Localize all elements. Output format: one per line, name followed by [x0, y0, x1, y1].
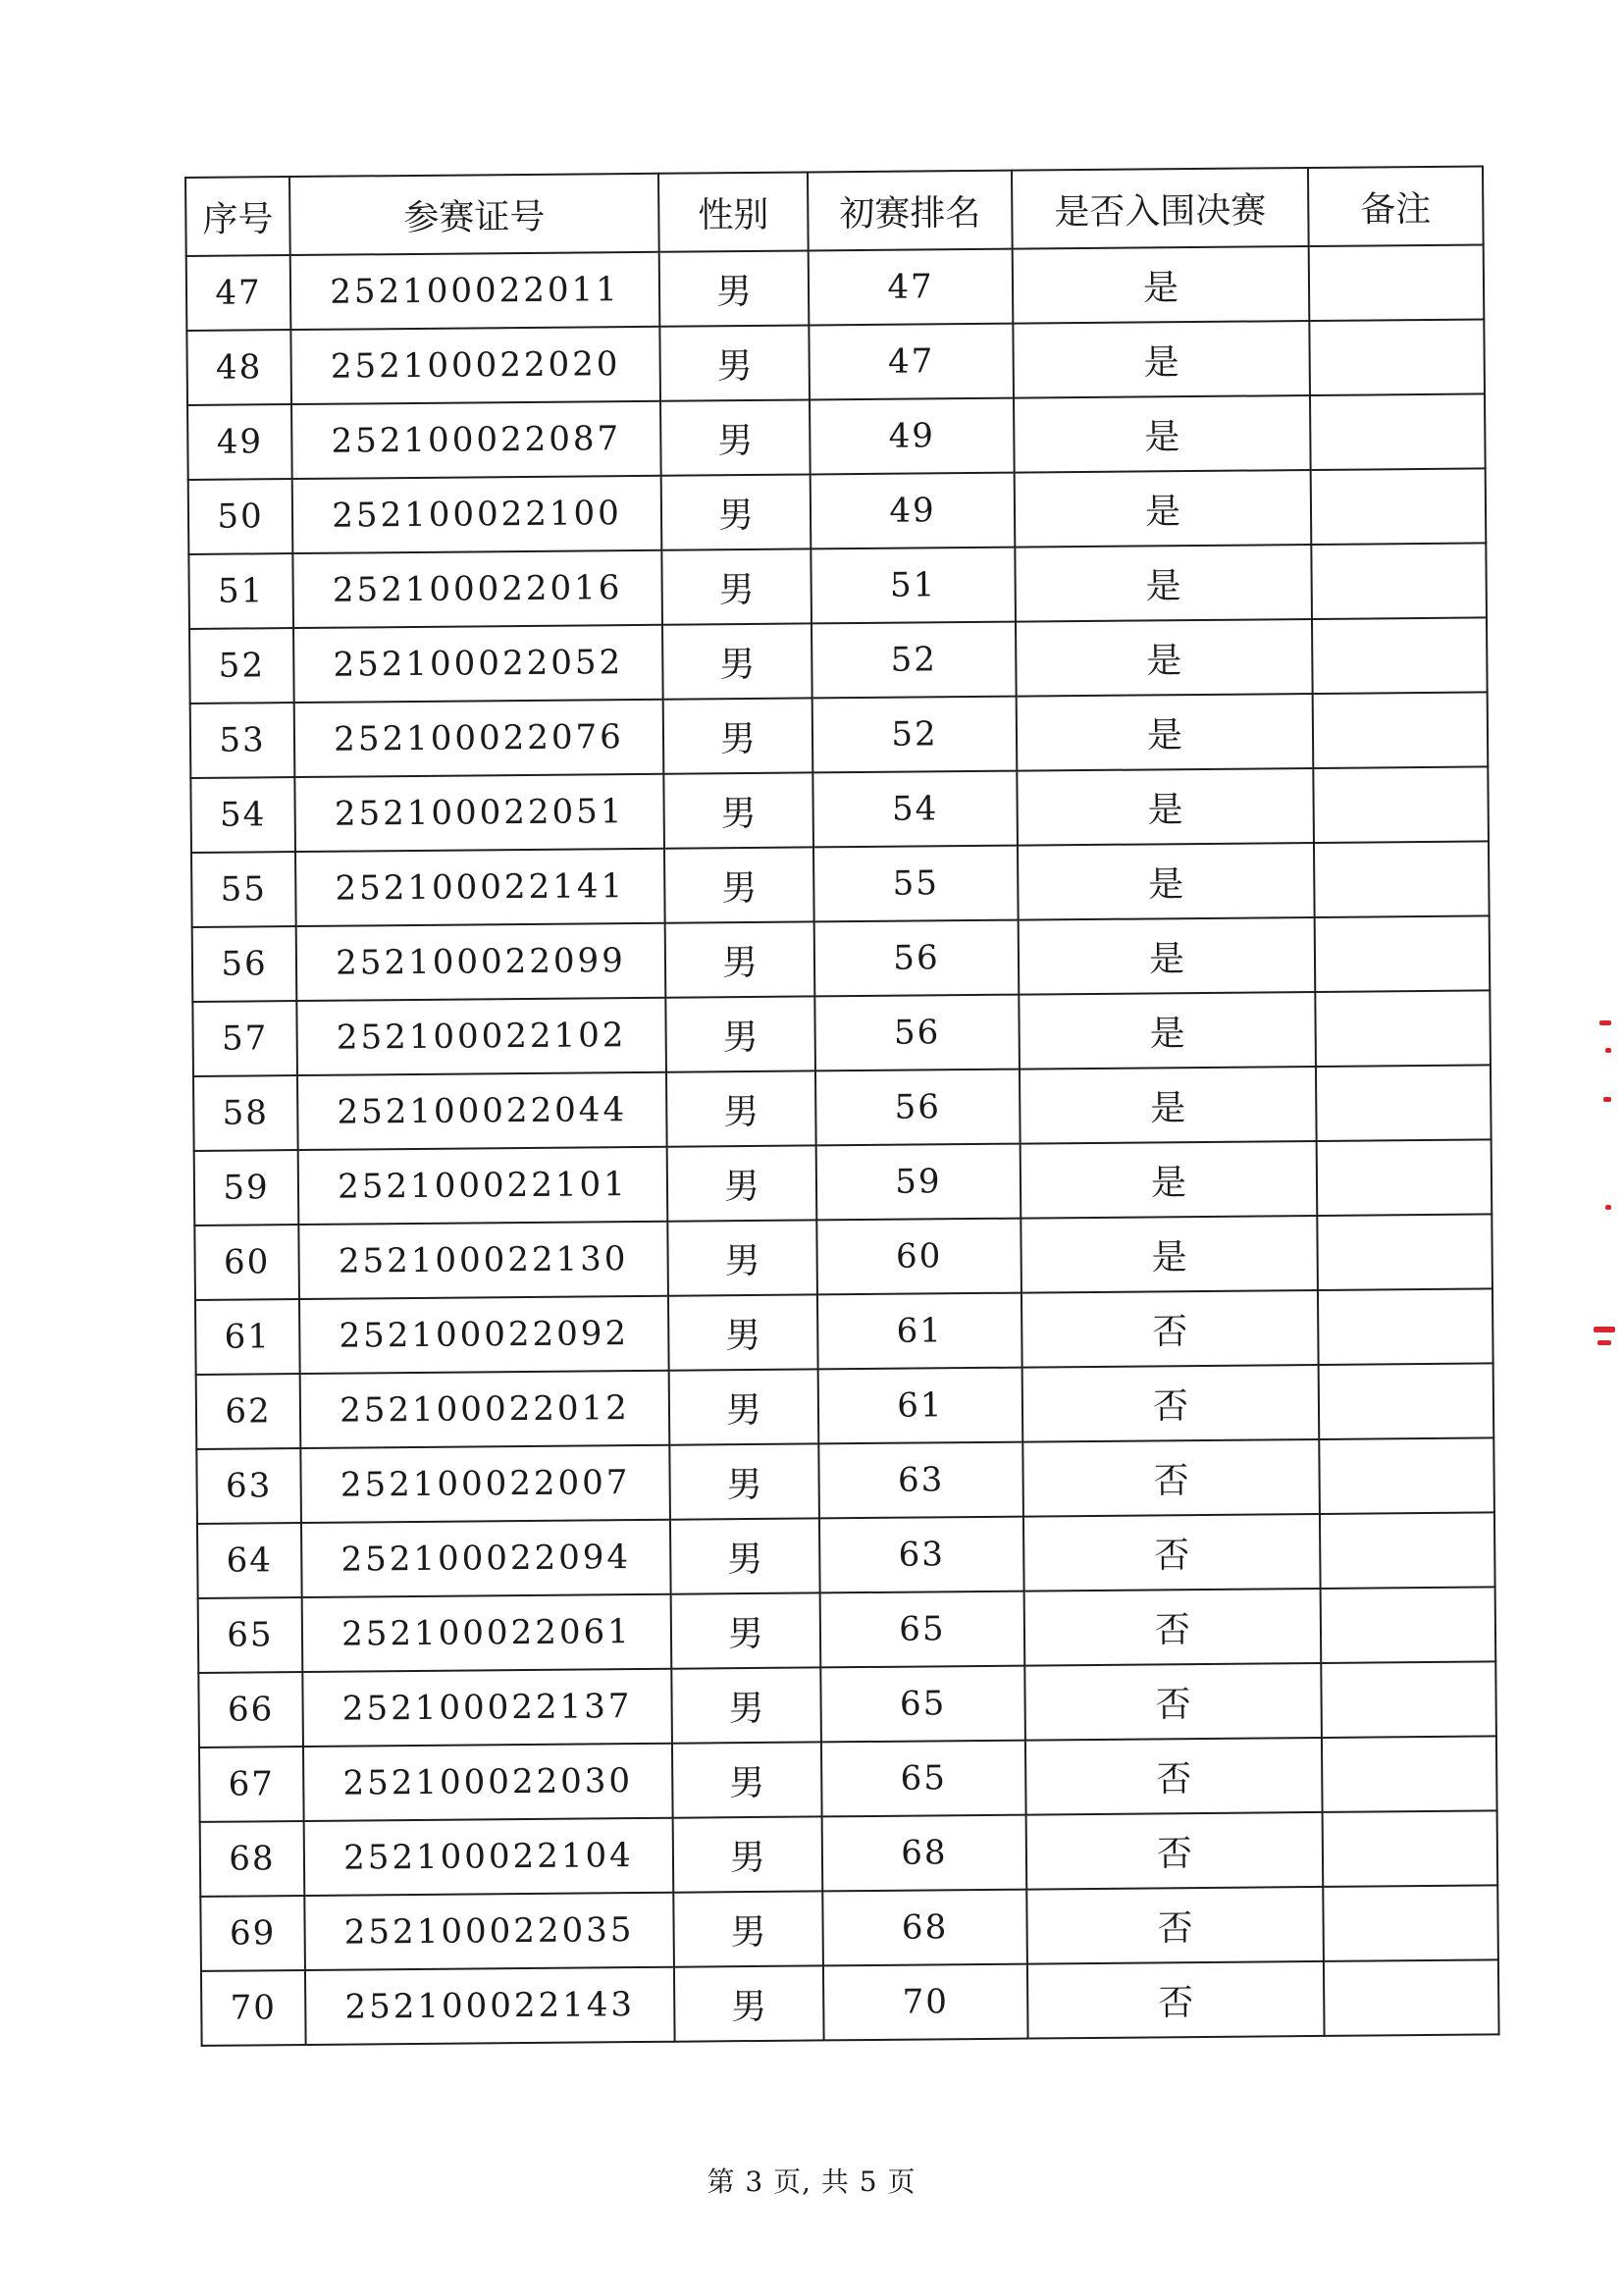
- cell-note: [1314, 841, 1490, 917]
- cell-final: 是: [1017, 694, 1314, 771]
- cell-rank: 65: [820, 1592, 1025, 1668]
- table-row: [196, 1363, 1494, 1449]
- cell-note: [1319, 1437, 1494, 1514]
- table-row: [190, 766, 1489, 853]
- cell-gender: 男: [663, 698, 813, 773]
- cell-gender: 男: [659, 325, 810, 400]
- cell-cert: 252100022011: [290, 252, 660, 330]
- cell-final: 否: [1026, 1812, 1324, 1890]
- table-row: [189, 617, 1488, 704]
- cell-rank: 61: [817, 1293, 1022, 1370]
- cell-no: 63: [196, 1448, 301, 1524]
- cell-note: [1311, 543, 1487, 619]
- page-footer: 第 3 页, 共 5 页: [707, 2166, 916, 2198]
- cell-no: 59: [194, 1150, 299, 1226]
- cell-gender: 男: [661, 474, 812, 549]
- cell-no: 58: [193, 1075, 298, 1151]
- cell-no: 64: [197, 1523, 302, 1598]
- cell-no: 47: [186, 255, 291, 331]
- table-row: [186, 244, 1485, 331]
- cell-final: 是: [1013, 321, 1310, 398]
- header-gender: 性别: [658, 172, 809, 251]
- cell-final: 否: [1021, 1290, 1319, 1368]
- cell-gender: 男: [668, 1294, 818, 1370]
- cell-final: 是: [1014, 395, 1311, 473]
- cell-no: 61: [195, 1299, 300, 1375]
- cell-cert: 252100022092: [299, 1296, 669, 1374]
- cell-final: 否: [1023, 1514, 1321, 1592]
- cell-gender: 男: [666, 1070, 816, 1146]
- cell-no: 57: [192, 1001, 297, 1076]
- cell-no: 68: [200, 1821, 305, 1897]
- cell-gender: 男: [672, 1742, 822, 1817]
- cell-rank: 63: [818, 1442, 1023, 1519]
- cell-no: 70: [201, 1970, 306, 2046]
- cell-gender: 男: [669, 1443, 819, 1519]
- table-row: [199, 1736, 1497, 1822]
- table-header-row: [185, 166, 1484, 256]
- cell-rank: 47: [809, 324, 1014, 400]
- cell-cert: 252100022100: [292, 476, 662, 553]
- cell-final: 是: [1016, 619, 1313, 697]
- cell-final: 否: [1024, 1589, 1322, 1666]
- header-final: 是否入围决赛: [1012, 168, 1309, 249]
- cell-cert: 252100022076: [294, 700, 664, 777]
- cell-final: 是: [1017, 768, 1314, 846]
- cell-no: 51: [188, 553, 293, 629]
- cell-no: 55: [191, 852, 296, 927]
- table-row: [200, 1810, 1498, 1897]
- cell-final: 否: [1027, 1961, 1325, 2039]
- table-row: [196, 1437, 1494, 1524]
- table-row: [190, 692, 1489, 778]
- table-row: [198, 1661, 1496, 1748]
- cell-cert: 252100022087: [291, 401, 661, 479]
- cell-note: [1319, 1363, 1494, 1439]
- cell-rank: 52: [812, 697, 1018, 773]
- cell-rank: 51: [811, 548, 1016, 624]
- cell-gender: 男: [674, 1965, 824, 2041]
- cell-cert: 252100022061: [302, 1594, 672, 1672]
- table-row: [192, 990, 1491, 1076]
- cell-cert: 252100022030: [303, 1744, 673, 1821]
- cell-no: 69: [200, 1896, 305, 1971]
- cell-rank: 54: [812, 771, 1018, 848]
- cell-cert: 252100022007: [300, 1445, 670, 1523]
- cell-cert: 252100022051: [294, 774, 664, 852]
- cell-gender: 男: [671, 1592, 821, 1668]
- cell-no: 50: [188, 479, 293, 554]
- cell-cert: 252100022012: [300, 1371, 670, 1448]
- cell-cert: 252100022143: [305, 1967, 675, 2045]
- cell-no: 65: [198, 1597, 303, 1673]
- cell-note: [1320, 1512, 1495, 1589]
- cell-note: [1321, 1661, 1496, 1738]
- cell-note: [1323, 1810, 1498, 1887]
- header-rank: 初赛排名: [808, 171, 1013, 251]
- cell-cert: 252100022099: [296, 923, 666, 1001]
- cell-cert: 252100022020: [290, 327, 660, 404]
- cell-no: 60: [194, 1225, 299, 1300]
- cell-rank: 70: [823, 1964, 1028, 2041]
- cell-rank: 49: [811, 473, 1016, 549]
- cell-cert: 252100022052: [293, 625, 663, 703]
- cell-cert: 252100022094: [301, 1520, 671, 1597]
- cell-no: 48: [186, 330, 291, 405]
- cell-rank: 65: [821, 1741, 1026, 1817]
- cell-gender: 男: [664, 847, 814, 922]
- cell-cert: 252100022101: [298, 1147, 668, 1225]
- cell-rank: 60: [816, 1219, 1021, 1295]
- cell-no: 54: [190, 777, 295, 853]
- table-body: [186, 244, 1499, 2045]
- cell-final: 是: [1021, 1216, 1318, 1293]
- cell-note: [1324, 1959, 1499, 2036]
- cell-note: [1312, 617, 1488, 694]
- header-no: 序号: [185, 177, 290, 256]
- cell-rank: 63: [819, 1517, 1024, 1593]
- cell-final: 否: [1024, 1663, 1322, 1741]
- cell-cert: 252100022044: [297, 1072, 667, 1150]
- cell-gender: 男: [669, 1369, 819, 1444]
- cell-no: 53: [190, 703, 295, 778]
- cell-no: 49: [187, 404, 292, 480]
- cell-note: [1316, 1065, 1492, 1141]
- cell-gender: 男: [670, 1518, 820, 1593]
- cell-rank: 68: [822, 1815, 1027, 1892]
- cell-note: [1318, 1288, 1493, 1365]
- cell-final: 是: [1020, 1067, 1317, 1144]
- cell-gender: 男: [659, 250, 810, 326]
- cell-note: [1310, 393, 1486, 470]
- cell-rank: 52: [812, 622, 1017, 699]
- cell-final: 否: [1025, 1738, 1323, 1815]
- table-row: [193, 1065, 1492, 1151]
- table-row: [187, 393, 1486, 480]
- cell-note: [1317, 1214, 1492, 1290]
- cell-note: [1315, 990, 1491, 1067]
- table-row: [194, 1214, 1492, 1300]
- table-row: [197, 1512, 1495, 1598]
- header-cert: 参赛证号: [289, 174, 659, 255]
- cell-no: 66: [198, 1672, 303, 1748]
- cell-note: [1309, 319, 1485, 395]
- cell-gender: 男: [660, 399, 811, 475]
- cell-final: 是: [1019, 992, 1316, 1070]
- cell-final: 否: [1026, 1887, 1324, 1964]
- cell-final: 是: [1015, 545, 1312, 622]
- cell-cert: 252100022137: [302, 1669, 672, 1747]
- cell-final: 是: [1019, 917, 1316, 995]
- cell-cert: 252100022016: [292, 550, 662, 628]
- cell-rank: 56: [814, 995, 1020, 1071]
- cell-rank: 56: [815, 1070, 1021, 1146]
- table-row: [188, 468, 1487, 554]
- cell-gender: 男: [663, 772, 813, 848]
- cell-final: 是: [1021, 1141, 1318, 1219]
- cell-cert: 252100022104: [304, 1818, 674, 1896]
- results-table: [184, 165, 1500, 2046]
- table-row: [188, 543, 1487, 629]
- cell-rank: 49: [810, 398, 1015, 475]
- cell-rank: 68: [822, 1890, 1027, 1966]
- cell-gender: 男: [667, 1145, 817, 1221]
- cell-note: [1313, 766, 1489, 843]
- cell-cert: 252100022035: [304, 1893, 674, 1970]
- cell-rank: 61: [818, 1368, 1023, 1444]
- cell-final: 是: [1013, 246, 1310, 324]
- cell-gender: 男: [667, 1220, 817, 1295]
- cell-no: 62: [196, 1374, 301, 1449]
- cell-gender: 男: [673, 1891, 823, 1966]
- cell-gender: 男: [665, 921, 815, 997]
- cell-note: [1323, 1885, 1498, 1961]
- cell-gender: 男: [665, 996, 815, 1071]
- cell-note: [1311, 468, 1487, 545]
- cell-rank: 59: [816, 1144, 1021, 1221]
- table-row: [198, 1587, 1496, 1673]
- table-row: [192, 915, 1491, 1002]
- cell-gender: 男: [662, 623, 812, 699]
- cell-no: 52: [189, 628, 294, 704]
- table-row: [200, 1885, 1498, 1971]
- cell-gender: 男: [661, 548, 812, 624]
- cell-cert: 252100022102: [296, 998, 666, 1075]
- cell-rank: 65: [820, 1666, 1025, 1743]
- cell-gender: 男: [671, 1667, 821, 1743]
- table-row: [201, 1959, 1499, 2046]
- header-note: 备注: [1308, 166, 1484, 246]
- cell-note: [1309, 244, 1485, 321]
- cell-cert: 252100022141: [295, 849, 665, 926]
- cell-cert: 252100022130: [298, 1222, 668, 1299]
- cell-no: 67: [199, 1747, 304, 1822]
- cell-rank: 55: [813, 846, 1019, 922]
- cell-no: 56: [192, 926, 297, 1002]
- cell-note: [1317, 1139, 1492, 1216]
- cell-note: [1322, 1736, 1497, 1812]
- cell-note: [1313, 692, 1489, 768]
- table-row: [186, 319, 1485, 405]
- table-row: [195, 1288, 1493, 1375]
- cell-gender: 男: [673, 1816, 823, 1892]
- cell-final: 否: [1022, 1439, 1320, 1517]
- table-row: [191, 841, 1490, 927]
- cell-note: [1315, 915, 1491, 992]
- cell-final: 是: [1018, 843, 1315, 920]
- cell-rank: 47: [809, 249, 1014, 326]
- table-row: [194, 1139, 1492, 1226]
- cell-final: 是: [1015, 470, 1312, 548]
- cell-final: 否: [1022, 1365, 1320, 1442]
- cell-rank: 56: [814, 920, 1020, 997]
- cell-note: [1321, 1587, 1496, 1663]
